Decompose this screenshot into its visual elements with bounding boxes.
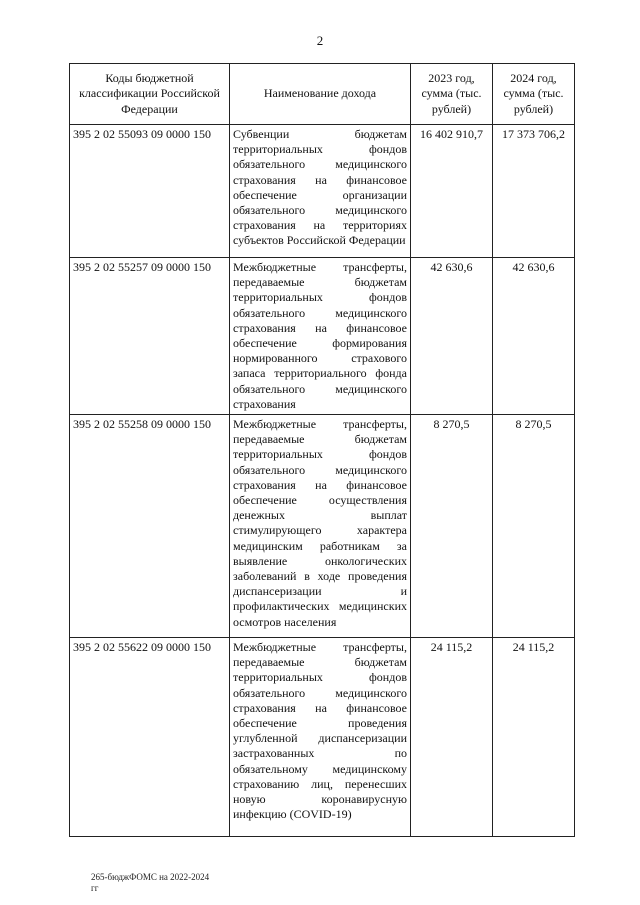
amount-2023-cell: 16 402 910,7 xyxy=(411,125,493,258)
amount-2023-cell: 42 630,6 xyxy=(411,258,493,415)
table-row xyxy=(70,638,575,837)
footer-years-suffix: гг xyxy=(91,883,99,893)
revenue-table xyxy=(69,63,575,837)
budget-code-cell: 395 2 02 55093 09 0000 150 xyxy=(70,125,230,258)
header-year-2024: 2024 год, сумма (тыс. рублей) xyxy=(493,64,575,125)
budget-code-cell: 395 2 02 55257 09 0000 150 xyxy=(70,258,230,415)
table-row xyxy=(70,415,575,638)
revenue-name-cell: Субвенции бюджетам территориальных фондов обязательного медицинского страхования на финансовое обеспечение организации обязательного медицинского страхования на территориях субъектов Российской Федерации xyxy=(230,125,411,258)
header-revenue-name: Наименование дохода xyxy=(230,64,411,125)
amount-2024-cell: 24 115,2 xyxy=(493,638,575,837)
footer-document-id: 265-бюджФОМС на 2022-2024 xyxy=(91,872,210,882)
header-budget-code: Коды бюджетной классификации Российской Федерации xyxy=(70,64,230,125)
document-footer xyxy=(91,872,209,894)
amount-2023-cell: 8 270,5 xyxy=(411,415,493,638)
header-year-2023: 2023 год, сумма (тыс. рублей) xyxy=(411,64,493,125)
revenue-name-cell: Межбюджетные трансферты, передаваемые бюджетам территориальных фондов обязательного медицинского страхования на финансовое обеспечение осуществления денежных выплат стимулирующего характера медицинским работникам за выявление онкологических заболеваний в ходе проведения диспансеризации и профилактических медицинских осмотров населения xyxy=(230,415,411,638)
budget-code-cell: 395 2 02 55622 09 0000 150 xyxy=(70,638,230,837)
revenue-name-cell: Межбюджетные трансферты, передаваемые бюджетам территориальных фондов обязательного медицинского страхования на финансовое обеспечение проведения углубленной диспансеризации застрахованных по обязательному медицинскому страхованию лиц, перенесших новую коронавирусную инфекцию (COVID-19) xyxy=(230,638,411,837)
amount-2024-cell: 8 270,5 xyxy=(493,415,575,638)
page-number: 2 xyxy=(316,33,324,48)
amount-2024-cell: 17 373 706,2 xyxy=(493,125,575,258)
table-header-row xyxy=(70,64,575,125)
amount-2023-cell: 24 115,2 xyxy=(411,638,493,837)
table-row xyxy=(70,258,575,415)
table-row xyxy=(70,125,575,258)
budget-code-cell: 395 2 02 55258 09 0000 150 xyxy=(70,415,230,638)
revenue-name-cell: Межбюджетные трансферты, передаваемые бюджетам территориальных фондов обязательного медицинского страхования на финансовое обеспечение формирования нормированного страхового запаса территориального фонда обязательного медицинского страхования xyxy=(230,258,411,415)
amount-2024-cell: 42 630,6 xyxy=(493,258,575,415)
